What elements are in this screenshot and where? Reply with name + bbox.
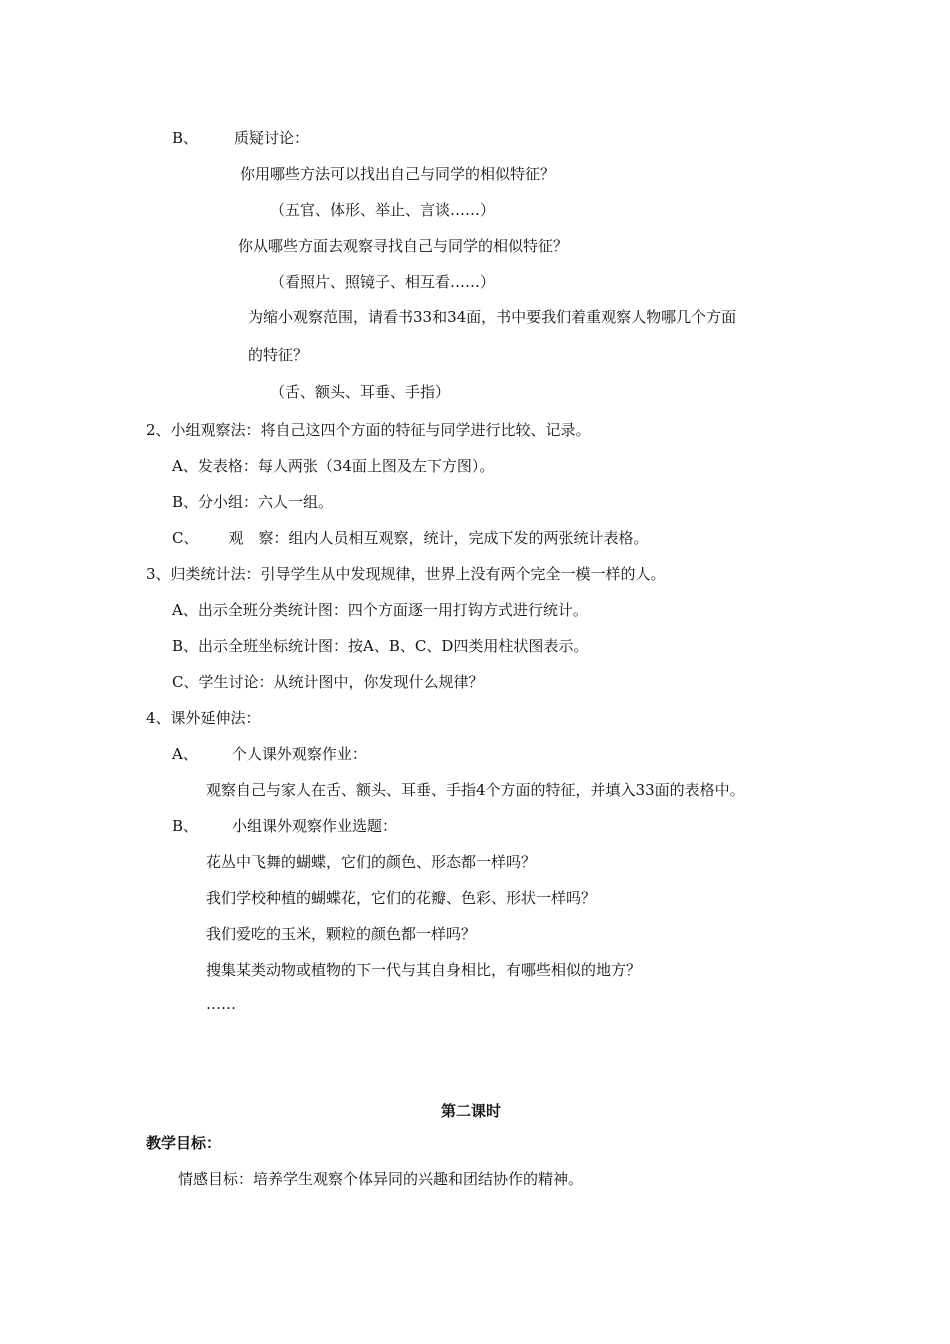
section-2-item-c	[172, 528, 649, 548]
section-3-item-c: C、学生讨论：从统计图中，你发现什么规律？	[172, 673, 484, 691]
section-4-item-b-text: 小组课外观察作业选题：	[232, 817, 398, 835]
question-2-answer: （看照片、照镜子、相互看……）	[270, 273, 496, 291]
question-3-answer: （舌、额头、耳垂、手指）	[270, 383, 451, 401]
section-2-heading: 2、小组观察法：将自己这四个方面的特征与同学进行比较、记录。	[146, 421, 591, 439]
item-b-title: 质疑讨论：	[234, 129, 310, 147]
section-4-item-b	[172, 816, 397, 836]
section-2-item-a: A、发表格：每人两张（34面上图及左下方图）。	[172, 457, 495, 475]
question-2: 你从哪些方面去观察寻找自己与同学的相似特征？	[238, 237, 569, 255]
topic-3: 我们爱吃的玉米，颗粒的颜色都一样吗？	[206, 925, 477, 943]
section-2-item-c-text: 观 察：组内人员相互观察，统计，完成下发的两张统计表格。	[228, 529, 649, 547]
section-2-item-c-label: C、	[172, 529, 199, 547]
section-4-item-a-label: A、	[172, 745, 198, 763]
section-3-item-a: A、出示全班分类统计图：四个方面逐一用打钩方式进行统计。	[172, 601, 588, 619]
section-3-item-b: B、出示全班坐标统计图：按A、B、C、D四类用柱状图表示。	[172, 637, 589, 655]
topic-ellipsis: ……	[206, 995, 236, 1013]
question-3-line-1: 为缩小观察范围，请看书33和34面，书中要我们着重观察人物哪几个方面	[248, 308, 737, 326]
section-3-heading: 3、归类统计法：引导学生从中发现规律，世界上没有两个完全一模一样的人。	[146, 565, 666, 583]
section-4-item-a-detail: 观察自己与家人在舌、额头、耳垂、手指4个方面的特征，并填入33面的表格中。	[206, 781, 745, 799]
section-2-item-b: B、分小组：六人一组。	[172, 493, 334, 511]
lesson-2-title: 第二课时	[441, 1102, 502, 1120]
section-4-item-a	[172, 744, 367, 764]
teaching-goals-heading: 教学目标：	[146, 1134, 222, 1152]
item-b-label: B、	[172, 129, 199, 147]
item-b-discussion	[172, 128, 309, 148]
question-1-answer: （五官、体形、举止、言谈……）	[270, 201, 496, 219]
topic-2: 我们学校种植的蝴蝶花，它们的花瓣、色彩、形状一样吗？	[206, 889, 597, 907]
topic-1: 花丛中飞舞的蝴蝶，它们的颜色、形态都一样吗？	[206, 853, 537, 871]
section-4-heading: 4、课外延伸法：	[146, 709, 261, 727]
emotion-goal: 情感目标：培养学生观察个体异同的兴趣和团结协作的精神。	[178, 1170, 584, 1188]
topic-4: 搜集某类动物或植物的下一代与其自身相比，有哪些相似的地方？	[206, 961, 642, 979]
section-4-item-a-text: 个人课外观察作业：	[231, 745, 367, 763]
section-4-item-b-label: B、	[172, 817, 199, 835]
question-1: 你用哪些方法可以找出自己与同学的相似特征？	[240, 165, 556, 183]
question-3-line-2: 的特征？	[248, 346, 309, 364]
